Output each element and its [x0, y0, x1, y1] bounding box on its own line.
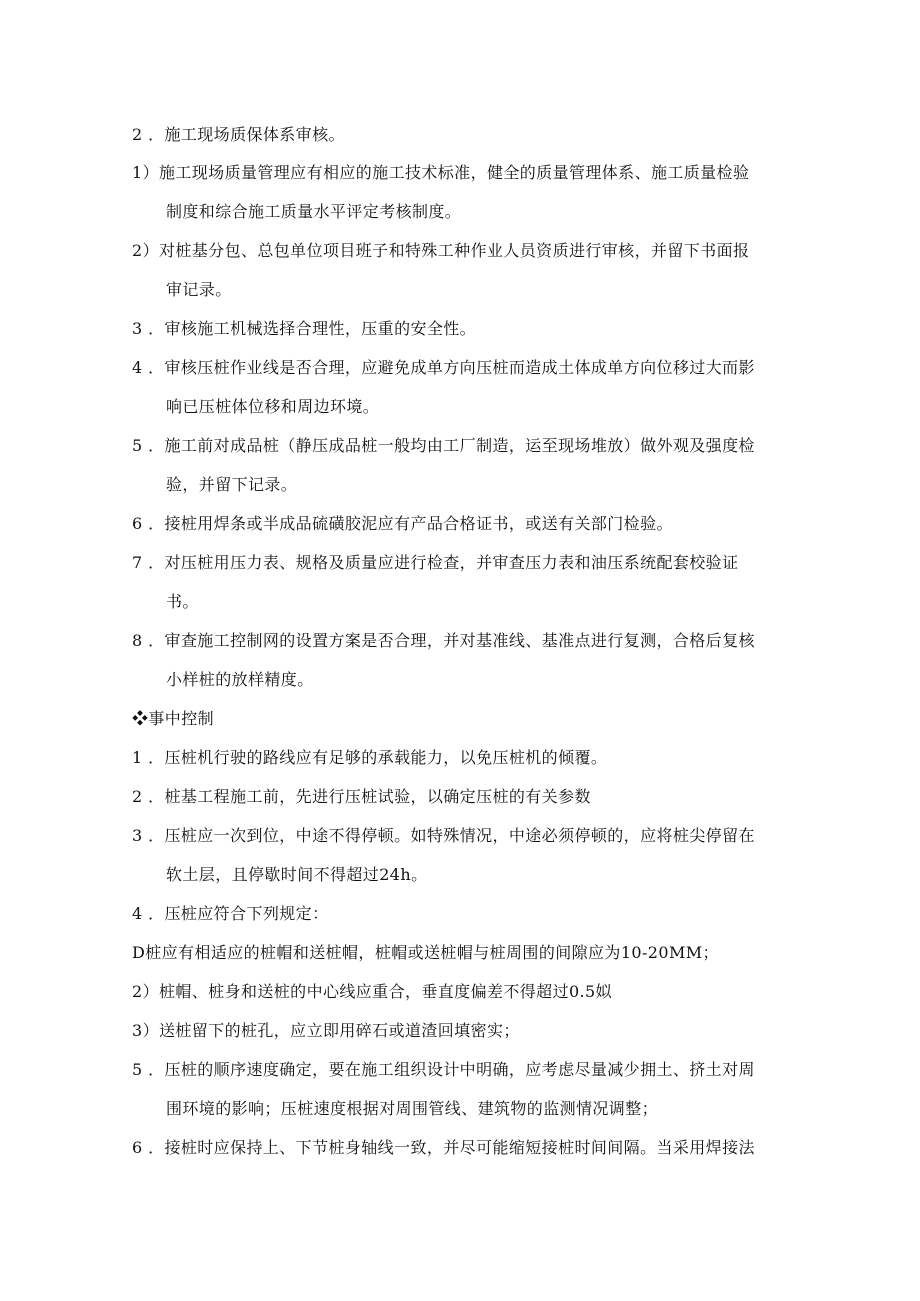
paragraph-line: 2）对桩基分包、总包单位项目班子和特殊工种作业人员资质进行审核，并留下书面报	[132, 241, 750, 260]
paragraph-line: 5 ．施工前对成品桩（静压成品桩一般均由工厂制造，运至现场堆放）做外观及强度检	[132, 436, 755, 455]
paragraph-line-continued: 验，并留下记录。	[166, 475, 298, 494]
paragraph-line-continued: 审记录。	[166, 280, 232, 299]
section-heading: ❖事中控制	[132, 709, 215, 728]
paragraph-line: 5 ．压桩的顺序速度确定，要在施工组织设计中明确，应考虑尽量减少拥土、挤土对周	[132, 1060, 755, 1079]
paragraph-line: 2 ．桩基工程施工前，先进行压桩试验，以确定压桩的有关参数	[132, 787, 591, 806]
paragraph-line-continued: 书。	[166, 592, 199, 611]
paragraph-line-continued: 响已压桩体位移和周边环境。	[166, 397, 380, 416]
paragraph-line: 4 ．审核压桩作业线是否合理，应避免成单方向压桩而造成土体成单方向位移过大而影	[132, 358, 755, 377]
paragraph-line-continued: 围环境的影响；压桩速度根据对周围管线、建筑物的监测情况调整；	[166, 1099, 659, 1118]
paragraph-line: 1 ．压桩机行驶的路线应有足够的承载能力，以免压桩机的倾覆。	[132, 748, 608, 767]
paragraph-line: 4 ．压桩应符合下列规定：	[132, 904, 329, 923]
paragraph-line: 8 ．审查施工控制网的设置方案是否合理，并对基准线、基准点进行复测，合格后复核	[132, 631, 755, 650]
paragraph-line-continued: 软土层，且停歇时间不得超过24h。	[166, 865, 428, 884]
paragraph-line-continued: 制度和综合施工质量水平评定考核制度。	[166, 202, 462, 221]
paragraph-line-continued: 小样桩的放样精度。	[166, 670, 314, 689]
paragraph-line: 2）桩帽、桩身和送桩的中心线应重合，垂直度偏差不得超过0.5姒	[132, 982, 613, 1001]
paragraph-line: 2 ．施工现场质保体系审核。	[132, 125, 345, 144]
paragraph-line: 7 ．对压桩用压力表、规格及质量应进行检查，并审查压力表和油压系统配套校验证	[132, 553, 739, 572]
paragraph-line: 3）送桩留下的桩孔，应立即用碎石或道渣回填密实；	[132, 1021, 520, 1040]
paragraph-line: 3 ．压桩应一次到位，中途不得停顿。如特殊情况，中途必须停顿的，应将桩尖停留在	[132, 826, 755, 845]
paragraph-line: 6 ．接桩时应保持上、下节桩身轴线一致，并尽可能缩短接桩时间间隔。当采用焊接法	[132, 1138, 755, 1157]
paragraph-line: 6 ．接桩用焊条或半成品硫磺胶泥应有产品合格证书，或送有关部门检验。	[132, 514, 673, 533]
paragraph-line: 1）施工现场质量管理应有相应的施工技术标准，健全的质量管理体系、施工质量检验	[132, 163, 750, 182]
paragraph-line: D桩应有相适应的桩帽和送桩帽，桩帽或送桩帽与桩周围的间隙应为10-20MM；	[132, 943, 719, 962]
paragraph-line: 3 ．审核施工机械选择合理性，压重的安全性。	[132, 319, 477, 338]
